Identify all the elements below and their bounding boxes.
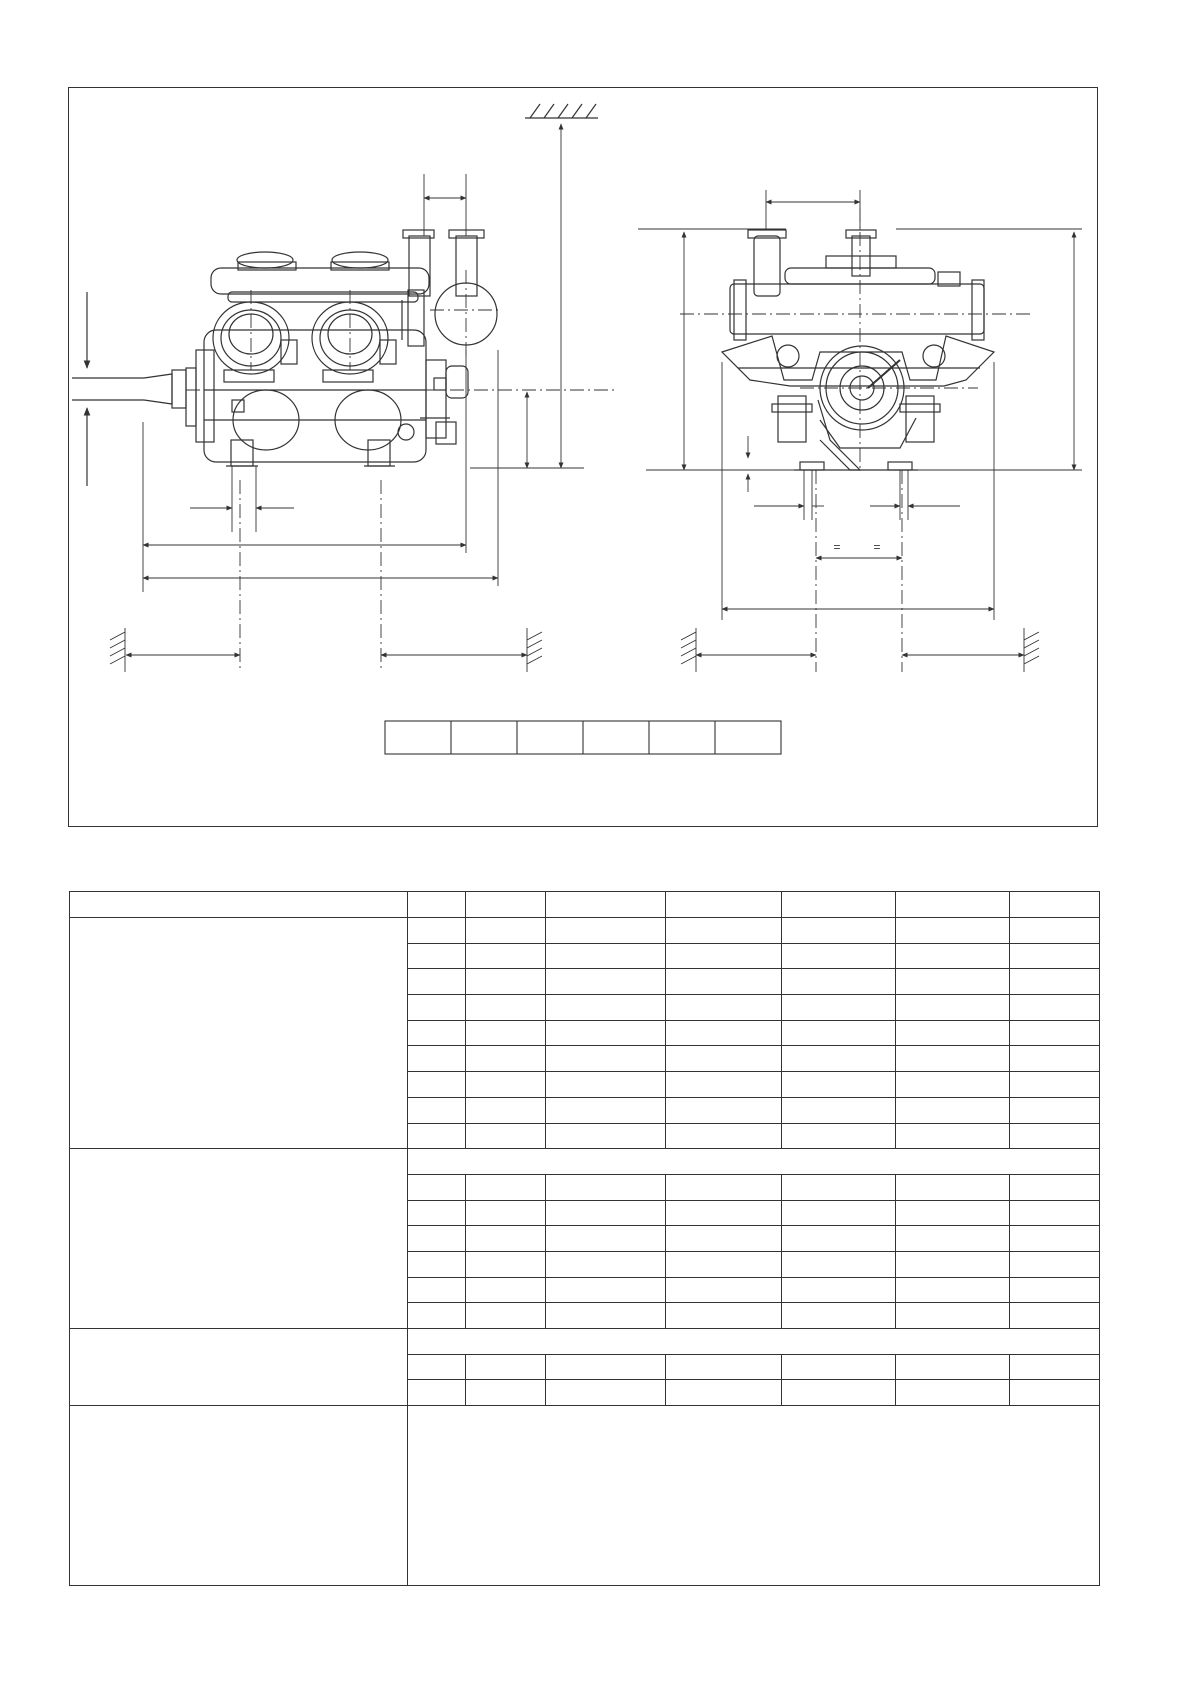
end-dimensions	[684, 202, 1074, 655]
group-label-cell	[70, 1329, 408, 1406]
table-cell	[896, 1020, 1010, 1046]
side-reference-lines	[143, 174, 584, 592]
table-cell	[546, 969, 666, 995]
end-centre-lines	[680, 208, 1032, 672]
table-cell	[546, 1354, 666, 1380]
table-cell	[408, 1251, 466, 1277]
table-cell	[546, 1200, 666, 1226]
table-cell	[1010, 1174, 1100, 1200]
table-cell	[546, 1097, 666, 1123]
wall-hatch-left	[110, 628, 125, 672]
table-cell	[896, 1123, 1010, 1149]
table-cell	[1010, 1046, 1100, 1072]
table-cell	[546, 995, 666, 1021]
table-cell	[666, 943, 782, 969]
table-cell	[896, 918, 1010, 944]
turbocharger-right	[312, 302, 396, 382]
table-cell	[546, 1020, 666, 1046]
table-cell	[1010, 1226, 1100, 1252]
table-cell	[666, 1174, 782, 1200]
table-cell	[466, 1251, 546, 1277]
header-cell	[408, 892, 466, 918]
table-cell	[1010, 969, 1100, 995]
table-cell	[1010, 1097, 1100, 1123]
table-cell	[466, 1380, 546, 1406]
table-cell	[1010, 1072, 1100, 1098]
dimension-label-equal-left: =	[833, 540, 841, 554]
table-cell	[546, 1123, 666, 1149]
table-cell	[666, 1200, 782, 1226]
ceiling-hatch	[525, 104, 598, 118]
end-wall-hatch-right	[1024, 628, 1039, 672]
table-cell	[782, 1200, 896, 1226]
table-cell	[408, 918, 466, 944]
table-cell	[666, 1251, 782, 1277]
table-cell	[666, 1123, 782, 1149]
table-cell	[1010, 1123, 1100, 1149]
table-cell	[466, 969, 546, 995]
group-label-cell	[70, 918, 408, 1149]
table-cell	[896, 1380, 1010, 1406]
table-cell	[546, 1072, 666, 1098]
wall-hatch-right	[527, 628, 542, 672]
table-cell	[1010, 1277, 1100, 1303]
table-cell	[408, 995, 466, 1021]
table-cell	[782, 1072, 896, 1098]
drive-shaft	[72, 292, 186, 486]
end-wall-hatch-left	[681, 628, 696, 672]
table-cell	[546, 1174, 666, 1200]
table-cell	[782, 1123, 896, 1149]
dimension-label-equal-right: =	[873, 540, 881, 554]
table-cell	[896, 1200, 1010, 1226]
table-cell	[1010, 995, 1100, 1021]
table-cell	[896, 1174, 1010, 1200]
notes-row	[70, 1406, 1100, 1586]
table-cell	[466, 1277, 546, 1303]
table-cell	[408, 1226, 466, 1252]
table-cell	[896, 943, 1010, 969]
table-cell	[666, 1046, 782, 1072]
table-cell	[408, 1380, 466, 1406]
table-cell	[896, 1354, 1010, 1380]
table-cell	[782, 1174, 896, 1200]
table-cell	[666, 918, 782, 944]
table-cell	[408, 1123, 466, 1149]
table-cell	[1010, 1020, 1100, 1046]
table-cell	[546, 918, 666, 944]
table-cell	[546, 1251, 666, 1277]
table-cell	[466, 1097, 546, 1123]
table-cell	[896, 1046, 1010, 1072]
table-cell	[466, 918, 546, 944]
table-cell	[896, 995, 1010, 1021]
table-cell	[408, 1020, 466, 1046]
merged-cell	[408, 1149, 1100, 1175]
table-cell	[466, 1123, 546, 1149]
table-cell	[466, 1354, 546, 1380]
table-cell	[466, 1072, 546, 1098]
table-cell	[782, 1354, 896, 1380]
turbocharger-left	[213, 302, 297, 382]
table-cell	[896, 969, 1010, 995]
table-cell	[466, 943, 546, 969]
table-cell	[782, 995, 896, 1021]
table-cell	[666, 1354, 782, 1380]
table-cell	[782, 1226, 896, 1252]
table-cell	[896, 1072, 1010, 1098]
merged-cell	[408, 1329, 1100, 1355]
header-cell	[70, 892, 408, 918]
table-cell	[408, 1200, 466, 1226]
table-cell	[666, 969, 782, 995]
table-cell	[896, 1226, 1010, 1252]
table-cell	[782, 943, 896, 969]
table-cell	[782, 1097, 896, 1123]
table-cell	[666, 1380, 782, 1406]
table-cell	[1010, 1380, 1100, 1406]
technical-drawing	[0, 0, 1191, 840]
table-cell	[466, 1020, 546, 1046]
notes-cell	[408, 1406, 1100, 1586]
side-view	[72, 104, 618, 672]
table-header-row	[70, 892, 1100, 918]
table-cell	[666, 1277, 782, 1303]
table-cell	[782, 969, 896, 995]
header-cell	[782, 892, 896, 918]
spec-table-body	[70, 892, 1100, 1586]
table-cell	[408, 1354, 466, 1380]
table-cell	[466, 1226, 546, 1252]
table-cell	[666, 1020, 782, 1046]
table-cell	[466, 1174, 546, 1200]
table-cell	[1010, 943, 1100, 969]
table-cell	[1010, 1200, 1100, 1226]
title-block	[385, 721, 781, 754]
table-cell	[408, 969, 466, 995]
group-label-cell	[70, 1149, 408, 1329]
table-cell	[408, 1174, 466, 1200]
table-cell	[466, 1046, 546, 1072]
spec-table	[69, 891, 1100, 1586]
table-cell	[466, 1303, 546, 1329]
table-cell	[408, 943, 466, 969]
table-cell	[546, 1277, 666, 1303]
table-row-merged	[70, 1149, 1100, 1175]
table-cell	[1010, 1251, 1100, 1277]
header-cell	[896, 892, 1010, 918]
header-cell	[666, 892, 782, 918]
exhaust-manifold	[211, 230, 497, 346]
table-cell	[666, 1097, 782, 1123]
table-cell	[1010, 1303, 1100, 1329]
end-exhaust-manifold	[730, 230, 984, 340]
table-cell	[408, 1277, 466, 1303]
table-cell	[782, 1277, 896, 1303]
table-cell	[666, 1226, 782, 1252]
table-cell	[782, 1251, 896, 1277]
table-cell	[782, 1380, 896, 1406]
table-cell	[666, 1072, 782, 1098]
engine-block	[186, 330, 468, 462]
table-cell	[546, 1226, 666, 1252]
end-view	[638, 190, 1082, 672]
table-cell	[896, 1277, 1010, 1303]
table-cell	[666, 1303, 782, 1329]
table-cell	[546, 1046, 666, 1072]
header-cell	[1010, 892, 1100, 918]
table-cell	[546, 943, 666, 969]
table-cell	[466, 995, 546, 1021]
table-cell	[408, 1046, 466, 1072]
table-cell	[782, 918, 896, 944]
table-cell	[896, 1251, 1010, 1277]
header-cell	[546, 892, 666, 918]
table-cell	[546, 1303, 666, 1329]
table-cell	[546, 1380, 666, 1406]
table-cell	[408, 1303, 466, 1329]
table-cell	[896, 1303, 1010, 1329]
table-cell	[1010, 1354, 1100, 1380]
notes-label-cell	[70, 1406, 408, 1586]
table-cell	[782, 1046, 896, 1072]
table-cell	[408, 1097, 466, 1123]
table-row-merged	[70, 1329, 1100, 1355]
header-cell	[466, 892, 546, 918]
table-row	[70, 918, 1100, 944]
table-cell	[896, 1097, 1010, 1123]
table-cell	[782, 1303, 896, 1329]
end-engine-block	[722, 336, 994, 470]
table-cell	[782, 1020, 896, 1046]
table-cell	[466, 1200, 546, 1226]
table-cell	[408, 1072, 466, 1098]
table-cell	[1010, 918, 1100, 944]
table-cell	[666, 995, 782, 1021]
